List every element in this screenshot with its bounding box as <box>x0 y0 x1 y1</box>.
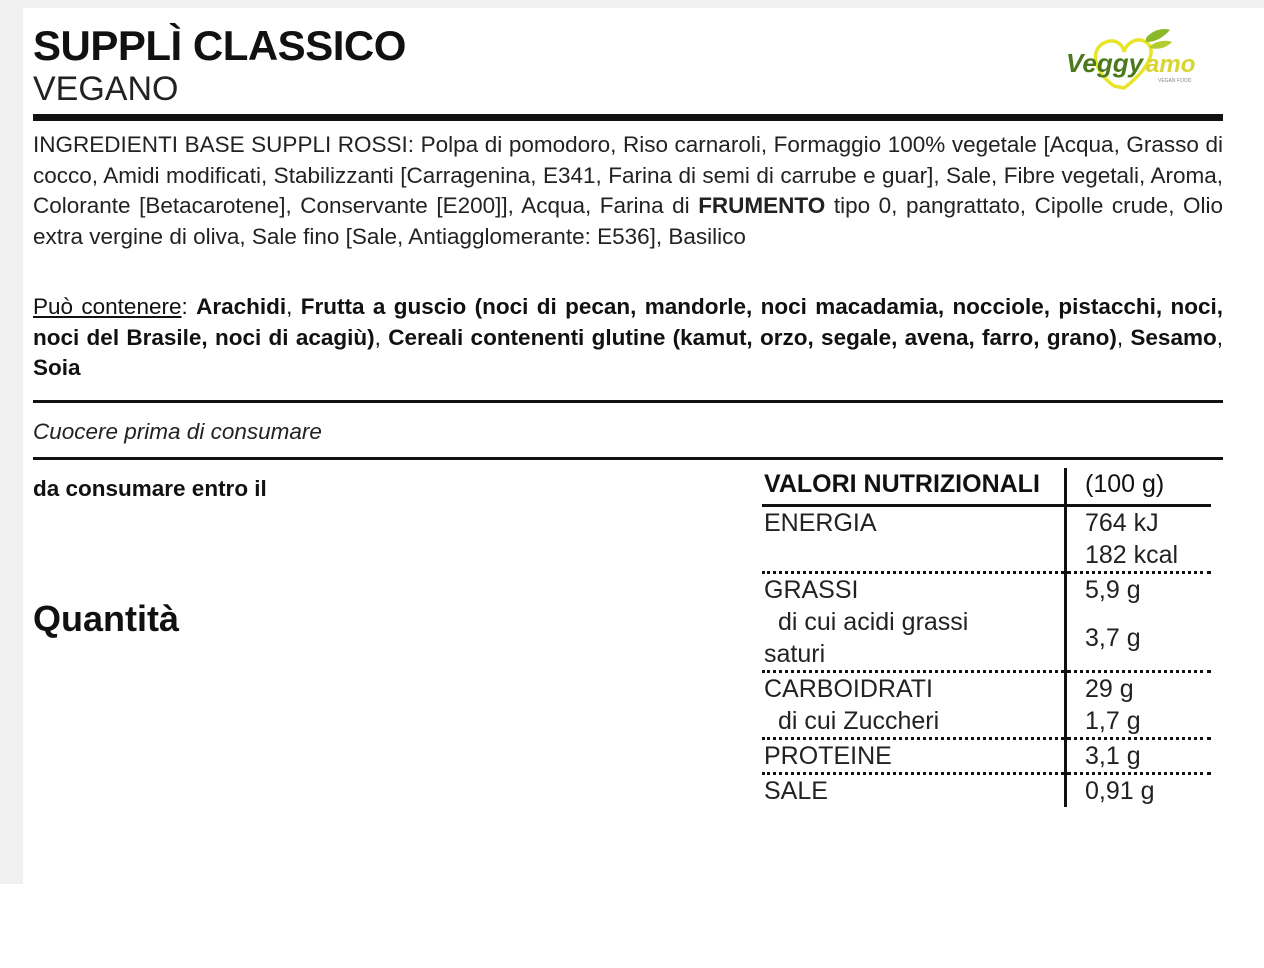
allergen-item: Arachidi <box>196 294 287 319</box>
quantity-label: Quantità <box>33 598 180 639</box>
logo-leaf-icon <box>1146 29 1170 42</box>
header-divider <box>33 114 1223 121</box>
salt-value: 0,91 g <box>1066 774 1212 808</box>
table-row <box>762 606 1211 672</box>
table-row <box>762 739 1211 774</box>
cooking-instructions: Cuocere prima di consumare <box>33 419 322 444</box>
product-subtitle: VEGANO <box>33 70 179 108</box>
allergen-item: Sesamo <box>1130 324 1217 350</box>
allergen-warning <box>33 292 1223 384</box>
product-title: SUPPLÌ CLASSICO <box>33 22 406 69</box>
nutrition-header: VALORI NUTRIZIONALI <box>762 468 1066 506</box>
table-row <box>762 705 1211 739</box>
brand-logo <box>1062 26 1212 96</box>
energy-label: ENERGIA <box>764 509 877 537</box>
ingredients-text: INGREDIENTI BASE SUPPLI ROSSI: Polpa di pomodoro, Riso carnaroli, Formaggio 100% vegetale [Acqua, Grasso di cocco, Amidi modificati, Stabilizzanti [Carragenina, E341, Farina di semi di carrube e guar], Sale, Fibre vegetali, Aroma, Colorante [Betacarotene], Conservante [E200]], Acqua, Farina di <box>33 132 1223 219</box>
protein-label: PROTEINE <box>762 739 1066 774</box>
sat-fat-label-2: saturi <box>764 640 826 668</box>
ingredients-text-2: tipo 0, pangrattato, Cipolle crude, Olio extra vergine di oliva, Sale fino [Sale, Antiagglomerante: E536], Basilico <box>33 193 1223 249</box>
allergen-item: Cereali contenenti glutine (kamut, orzo, segale, avena, farro, grano) <box>388 324 1117 350</box>
ingredients-allergen: FRUMENTO <box>698 193 826 219</box>
nutrition-header-row <box>762 468 1211 506</box>
allergen-sep: , <box>374 324 389 350</box>
energy-kj: 764 kJ <box>1066 506 1212 540</box>
section-divider <box>33 400 1223 403</box>
sugar-value: 1,7 g <box>1066 705 1212 739</box>
allergen-sep: , <box>1116 324 1131 350</box>
allergen-colon: : <box>181 294 197 319</box>
logo-text-amo: amo <box>1146 51 1196 78</box>
allergen-item: Soia <box>33 355 81 381</box>
fat-label: GRASSI <box>764 576 859 604</box>
expiry-label: da consumare entro il <box>33 476 267 501</box>
nutrition-per: (100 g) <box>1066 468 1212 506</box>
table-row <box>762 774 1211 808</box>
logo-tagline: VEGAN FOOD <box>1158 78 1192 84</box>
allergen-sep: , <box>286 294 301 319</box>
protein-value: 3,1 g <box>1066 739 1212 774</box>
table-row <box>762 506 1211 540</box>
carb-label: CARBOIDRATI <box>764 675 933 703</box>
allergen-intro: Può contenere <box>33 294 182 319</box>
allergen-item: Frutta a guscio (noci di pecan, mandorle, noci macadamia, nocciole, pistacchi, noci, noci del Brasile, noci di acagiù) <box>33 294 1223 350</box>
salt-label: SALE <box>764 777 828 805</box>
logo-text-veggy: Veggy <box>1066 48 1144 78</box>
table-row <box>762 573 1211 607</box>
sugar-label: di cui Zuccheri <box>778 707 940 735</box>
table-row <box>762 539 1211 573</box>
fat-value: 5,9 g <box>1066 573 1212 607</box>
ingredients-list <box>33 130 1223 252</box>
nutrition-table <box>762 468 1211 807</box>
allergen-sep: , <box>1216 324 1223 350</box>
sat-fat-value: 3,7 g <box>1066 606 1212 672</box>
carb-value: 29 g <box>1066 672 1212 706</box>
energy-kcal: 182 kcal <box>1066 539 1212 573</box>
table-row <box>762 672 1211 706</box>
section-divider <box>33 457 1223 460</box>
sat-fat-label: di cui acidi grassi <box>778 608 969 636</box>
